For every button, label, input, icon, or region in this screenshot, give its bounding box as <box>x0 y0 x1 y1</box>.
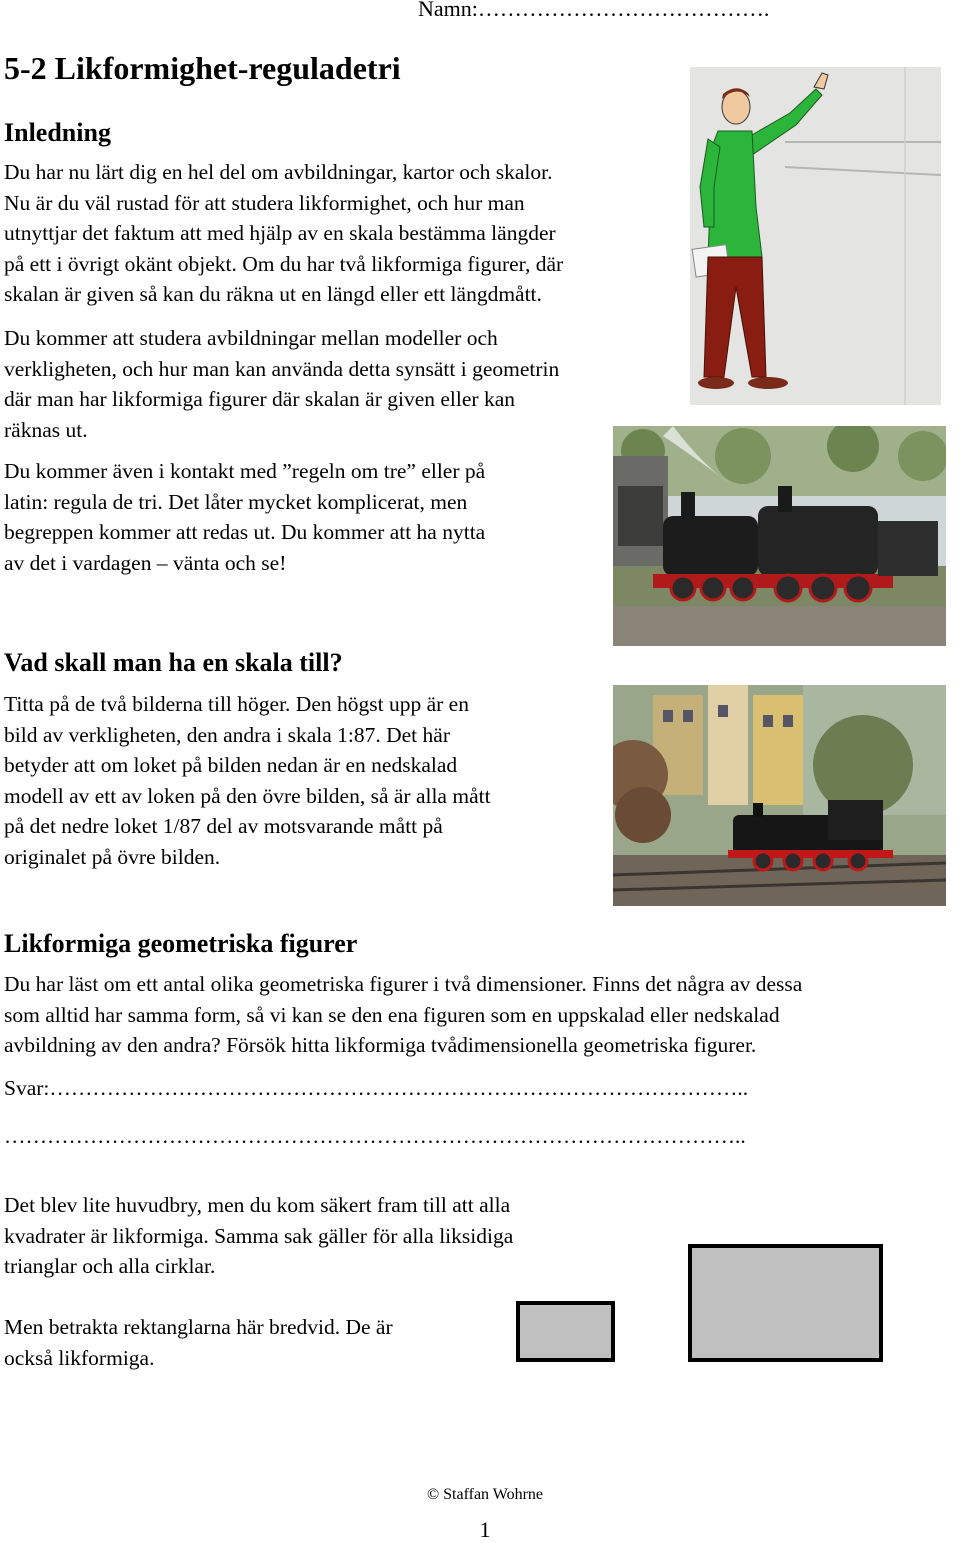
model-locomotive-photo <box>613 685 946 906</box>
man-drawing-image <box>690 67 941 405</box>
heading-skala: Vad skall man ha en skala till? <box>4 648 343 677</box>
scale-paragraph: Titta på de två bilderna till höger. Den högst upp är en bild av verkligheten, den andra i skala 1:87. Det här betyder att om loket på bilden nedan är en nedskalad modell av ett av loken på den övre bilden, så är alla mått på det nedre loket 1/87 del av motsvarande mått på originalet på övre bilden. <box>4 692 491 869</box>
real-locomotives-photo <box>613 426 946 646</box>
page-title: 5-2 Likformighet-reguladetri <box>4 50 401 86</box>
squares-paragraph: Det blev lite huvudbry, men du kom säkert fram till att alla kvadrater är likformiga. Samma sak gäller för alla liksidiga trianglar och alla cirklar. <box>4 1193 514 1278</box>
intro-paragraph-1: Du har nu lärt dig en hel del om avbildningar, kartor och skalor. Nu är du väl rustad för att studera likformighet, och hur man utnyttjar det faktum att med hjälp av en skala bestämma längder på ett i övrigt okänt objekt. Om du har två likformiga figurer, där skalan är given så kan du räkna ut en längd eller ett längdmått. <box>4 160 564 306</box>
answer-line-2: ………………………………………………………………………………………….. <box>4 1124 746 1148</box>
intro-paragraph-3: Du kommer även i kontakt med ”regeln om tre” eller på latin: regula de tri. Det låter mycket komplicerat, men begreppen kommer att redas ut. Du kommer att ha nytta av det i vardagen – vänta och se! <box>4 459 486 575</box>
name-field-label: Namn:…………………………………. <box>418 0 770 21</box>
answer-line-1: Svar:…………………………………………………………………………………….. <box>4 1076 749 1100</box>
large-rectangle <box>688 1244 883 1362</box>
heading-likformiga: Likformiga geometriska figurer <box>4 929 358 958</box>
copyright-footer: © Staffan Wohrne <box>426 1486 544 1503</box>
rectangles-paragraph: Men betrakta rektanglarna här bredvid. De är också likformiga. <box>4 1315 393 1370</box>
figures-paragraph: Du har läst om ett antal olika geometriska figurer i två dimensioner. Finns det några av dessa som alltid har samma form, så vi kan se den ena figuren som en uppskalad eller nedskalad avbildning av den andra? Försök hitta likformiga tvådimensionella geometriska figurer. <box>4 972 803 1057</box>
intro-paragraph-2: Du kommer att studera avbildningar mellan modeller och verkligheten, och hur man kan använda detta synsätt i geometrin där man har likformiga figurer där skalan är given eller kan räknas ut. <box>4 326 560 442</box>
heading-inledning: Inledning <box>4 118 111 147</box>
page-number: 1 <box>479 1517 491 1542</box>
small-rectangle <box>516 1301 615 1362</box>
